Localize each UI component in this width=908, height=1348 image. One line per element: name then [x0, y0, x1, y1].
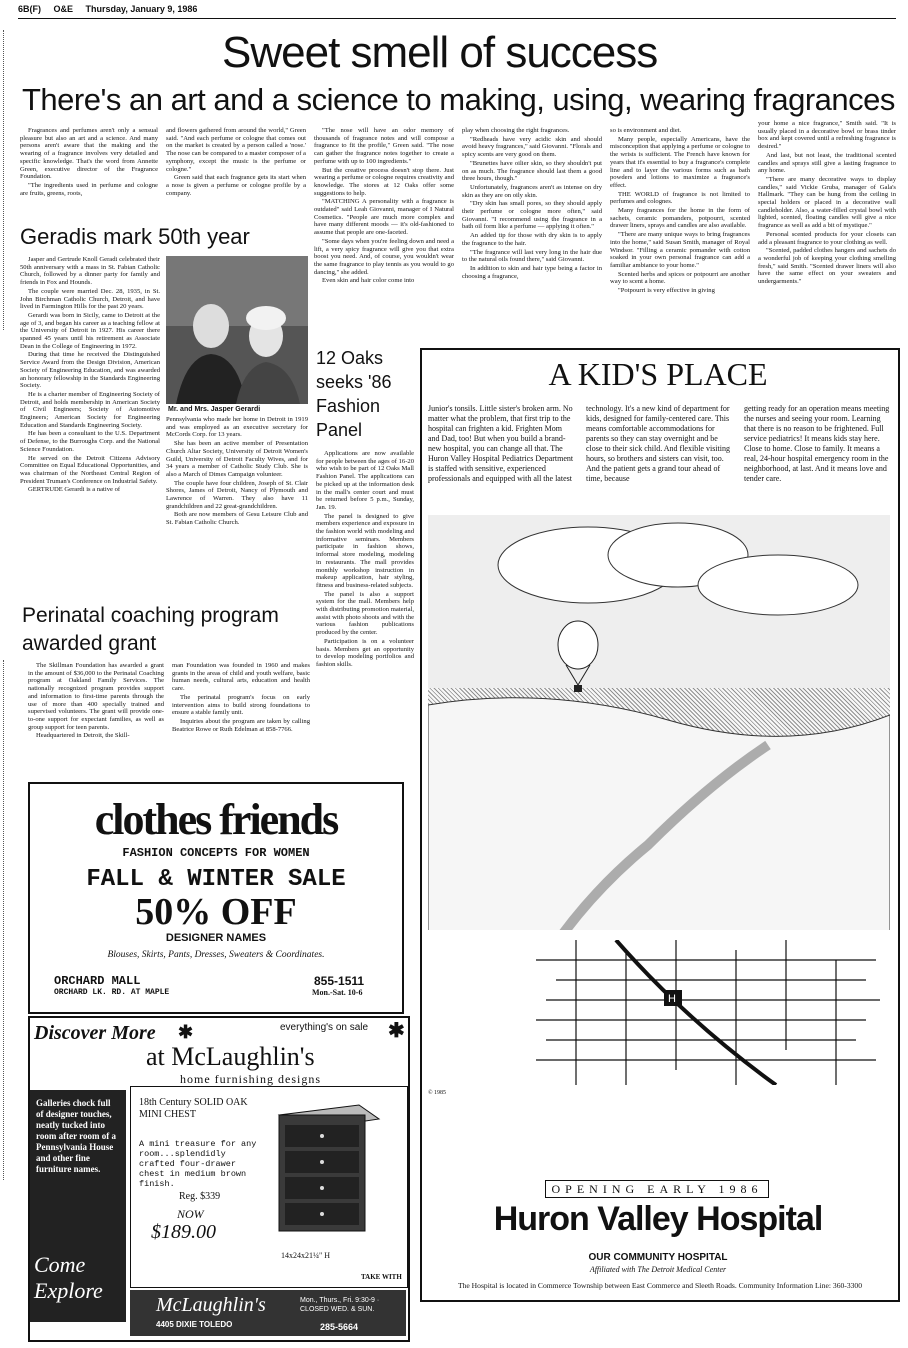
paragraph: "Scented, padded clothes hangers and sachets do a wonderful job of keeping your clothing smelling fresh," said Smith. "Scented drawer liners will also have the same effect on your sweaters and undergarments." — [758, 247, 896, 286]
photo-caption: Mr. and Mrs. Jasper Gerardi — [168, 406, 261, 413]
mall-name: ORCHARD MALL — [54, 974, 141, 988]
paragraph: Many people, especially Americans, have the misconception that applying a perfume or cologne to the wrists is sufficient. The French have known for years that it's essential to buy a fragrance's complete line and to layer the various forms such as bath powders and lotions to maximize a fragrance's effect. — [610, 135, 750, 189]
discover-more: Discover More — [34, 1022, 156, 1044]
paragraph: THE WORLD of fragrance is not limited to perfumes and colognes. — [610, 190, 750, 206]
paragraph: Personal scented products for your closets can add a pleasant fragrance to your clothing as well. — [758, 230, 896, 246]
paragraph: Unfortunately, fragrances aren't as intense on dry skin as they are on oily skin. — [462, 183, 602, 199]
paragraph: "There are many decorative ways to display candles," said Vickie Gruba, manager of Gala's Hallmark. "They can be hung from the ceiling in special holders or placed in a decorative wall candleholder. Also, a water-filled crystal bowl with lighted, scented, floating candles will give a nice fragrance as well as add a bit of mystique." — [758, 175, 896, 230]
paragraph: The panel is designed to give members experience and exposure in the fashion world with modeling and informative seminars. Members participate in fashion shows, informal store modeling, modeling in restaurants. The mall provides monthly workshop instruction in makeup application, hair styling, fitness and business-related subjects. — [316, 512, 414, 589]
svg-text:H: H — [668, 993, 676, 1005]
paragraph: Both are now members of Gesu Leisure Club and St. Fabian Catholic Church. — [166, 511, 308, 527]
paragraph: Applications are now available for people between the ages of 16-20 who wish to be part of 12 Oaks Mall Fashion Panel. The applications can be picked up at the information desk in the mall's center court and must be returned before 5 p.m., Sunday, Jan. 19. — [316, 450, 414, 511]
hospital-footer: The Hospital is located in Commerce Township between East Commerce and Sleeth Roads. Community Information Line: 360-3300 — [457, 1281, 863, 1290]
paragraph: Pennsylvania who made her home in Detroit in 1919 and was employed as an executive secretary for McCords Corp. for 13 years. — [166, 416, 308, 439]
product-title: 18th Century SOLID OAK MINI CHEST — [139, 1097, 248, 1120]
regular-price: Reg. $339 — [179, 1191, 221, 1202]
kids-col-3: getting ready for an operation means meeting the nurses and seeing your room. Learning that there is no reason to be frightened. Full service pediatrics! It means kids stay here. Close to home. Close to family. It means a real, 24-hour hospital emergency room in the neighborhood, at last. And it means love and tender care. — [744, 404, 890, 483]
geradi-col-1 — [20, 256, 160, 589]
photo-illustration — [166, 256, 308, 404]
footer-band — [130, 1290, 406, 1336]
asterisk-icon: ✱ — [388, 1020, 405, 1042]
take-with: TAKE WITH — [361, 1273, 402, 1281]
page-number: 6B(F) — [18, 4, 41, 14]
paragraph: Gerardi was born in Sicily, came to Detroit at the age of 3, and began his career as a teaching fellow at the University of Detroit in 1927. His career there spanned 45 years until his retirement as Associate Dean in the College of Engineering in 1972. — [20, 311, 160, 350]
footer-hours: Mon., Thurs., Fri. 9:30-9 · CLOSED WED. & SUN. — [300, 1297, 380, 1313]
paragraph: The couple were married Dec. 28, 1935, in St. John Birchman Catholic Church, Detroit, and have lived in Farmington Hills for the past 20 years. — [20, 287, 160, 311]
kids-headline: A KID'S PLACE — [548, 356, 768, 392]
mall-address: ORCHARD LK. RD. AT MAPLE — [54, 988, 170, 997]
paragraph: GERTRUDE Gerardi is a native of — [28, 486, 121, 494]
fragrance-col-1 — [20, 127, 158, 222]
perinatal-col-2 — [172, 662, 310, 770]
headline: Sweet smell of success — [222, 28, 658, 77]
phone: 855-1511 — [314, 974, 365, 988]
fragrance-col-6 — [758, 120, 896, 342]
subheadline: There's an art and a science to making, using, wearing fragrances — [22, 82, 895, 117]
geradi-col-2 — [166, 416, 308, 588]
items-list: Blouses, Skirts, Pants, Dresses, Sweaters & Coordinates. — [107, 950, 325, 960]
paragraph: "Potpourri is very effective in giving — [618, 287, 715, 295]
opening-banner: OPENING EARLY 1986 — [545, 1180, 769, 1198]
sale-price: $189.00 — [151, 1221, 216, 1243]
dimensions: 14x24x21¼" H — [281, 1251, 331, 1260]
paragraph: Many fragrances for the home in the form of sachets, ceramic pomanders, potpourri, scented drawer liners, sprays and candles are also available. — [610, 207, 750, 230]
brand-logo: clothes friends — [94, 795, 338, 844]
paragraph: play when choosing the right fragrances. — [462, 127, 570, 134]
fragrance-col-2 — [166, 127, 306, 222]
now-label: NOW — [177, 1207, 204, 1221]
store-name: at McLaughlin's — [146, 1042, 315, 1071]
come-explore: Come Explore — [34, 1252, 103, 1303]
paragraph: During that time he received the Distinguished Service Award from the Design Division, American Society of Engineering Education, and was awarded an honorary fellowship in the Standards Engineering Society. — [20, 351, 160, 390]
paragraph: But the creative process doesn't stop there. Just wearing a perfume or cologne requires creativity and knowledge. The stores at 12 Oaks offer some suggestions to help. — [314, 166, 454, 197]
twelve-oaks-col — [316, 450, 414, 765]
paragraph: "The ingredients used in perfume and cologne are fruits, greens, roots, — [20, 181, 158, 197]
clothes-friends-ad[interactable] — [28, 782, 404, 1014]
paragraph: "Redheads have very acidic skin and should avoid heavy fragrances," said Giovanni. "Florals and spicy scents are very good on them. — [462, 135, 602, 159]
hospital-name: Huron Valley Hospital — [493, 1200, 823, 1238]
mclaughlin-ad[interactable] — [28, 1016, 410, 1342]
store-subtitle: home furnishing designs — [180, 1072, 321, 1086]
affiliation: Affiliated with The Detroit Medical Center — [589, 1265, 727, 1274]
paragraph: Even skin and hair color come into — [322, 277, 415, 285]
paragraph: In addition to skin and hair type being a factor in choosing a fragrance, — [462, 264, 602, 280]
paragraph: "MATCHING A personality with a fragrance is outdated" said Leah Giovanni, manager of I Natural Cosmetics. "People are much more complex and have many different moods — it's old-fashioned to assume that people are one-faceted. — [314, 198, 454, 237]
copyright: © 1985 — [428, 1090, 447, 1096]
paragraph: Green said that each fragrance gets its start when a nose is given a perfume or cologne profile by a company. — [166, 174, 306, 197]
asterisk-icon: ✱ — [178, 1022, 194, 1042]
paragraph: And last, but not least, the traditional scented candles and sprays still give a lasting fragrance to any home. — [758, 151, 896, 175]
paragraph: He served on the Detroit Citizens Advisory Committee on Equal Educational Opportunities, and was chairman of the Northeast Central Region of President Truman's Conference on Industrial Safety. — [20, 454, 160, 485]
product-box — [130, 1086, 408, 1288]
paragraph: "Some days when you're feeling down and need a lift, a very spicy fragrance will give you that extra boost you need. And, of course, you wouldn't wear the same fragrance to play tennis as you would to go dancing," she added. — [314, 237, 454, 276]
footer-logo: McLaughlin's — [156, 1294, 266, 1316]
paper-name: O&E — [53, 4, 74, 14]
designer-names: DESIGNER NAMES — [165, 932, 267, 944]
perinatal-col-1 — [28, 662, 164, 770]
paragraph: your home a nice fragrance," Smith said. "It is usually placed in a decorative bowl or brass tinder box and kept covered until a refreshing fragrance is desired." — [758, 120, 896, 151]
paragraph: man Foundation was founded in 1960 and makes grants in the areas of child and youth welfare, basic human needs, cultural arts, education and health care. — [172, 662, 310, 693]
chest-illustration — [269, 1095, 387, 1245]
geradi-headline: Geradis mark 50th year — [20, 224, 250, 249]
kids-col-1: Junior's tonsils. Little sister's broken arm. No matter what the problem, that first trip to the hospital can frighten a kid. Frighten Mom and Dad, too! But when you build a brand-new hospital, you can change all that. The Huron Valley Hospital Pediatrics Department is staffed with sensitive, experienced professionals and equipped with all the latest — [428, 404, 574, 483]
paragraph: The perinatal program's focus on early intervention aims to build strong foundations to ensure a stable family unit. — [172, 693, 310, 717]
fragrance-col-5 — [610, 127, 750, 342]
paragraph: She has been an active member of Presentation Church Altar Society, University of Detroit Women's Guild, University of Detroit Faculty Wives, and for 34 years a member of Catholic Study Club. She is also a March of Dimes Campaign volunteer. — [166, 440, 308, 478]
paragraph: The Skillman Foundation has awarded a grant in the amount of $36,000 to the Perinatal Coaching program at Oakland Family Services. The nationally recognized program provides support and information to first-time parents through the use of more than 400 specially trained and supervised volunteers. The grant will provide one-to-one support for expectant families, as well as group support for teen parents. — [28, 662, 164, 731]
paragraph: The panel is also a support system for the mall. Members help with distributing promotion material, assist with photo shoots and with the various fashion publications produced by the center. — [316, 590, 414, 637]
side-panel — [30, 1090, 126, 1322]
perinatal-headline: Perinatal coaching program awarded grant — [22, 604, 279, 655]
paragraph: Jasper and Gertrude Knoll Geradi celebrated their 50th anniversary with a mass in St. Fabian Catholic Church, followed by a dinner party for family and friends in Fox and Hounds. — [20, 256, 160, 287]
twelve-oaks-headline: 12 Oaks seeks '86 Fashion Panel — [316, 348, 392, 440]
kids-col-2: technology. It's a new kind of department for kids, designed for family-centered care. This means comfortable accommodations for parents so they can stay overnight and be close to their sick child. And flexible visiting hours, so brothers and sisters can visit, too. And the patient gets a grand tour ahead of time, because — [586, 404, 730, 483]
footer-phone: 285-5664 — [320, 1322, 359, 1332]
paragraph: and flowers gathered from around the world," Green said. "And each perfume or cologne that comes out on the market is created by a person called a 'nose.' The nose can be compared to a master composer of a symphony, except the music is the perfume or cologne." — [166, 127, 306, 173]
community-hospital: OUR COMMUNITY HOSPITAL — [588, 1252, 728, 1263]
sale-text: everything's on sale — [280, 1022, 369, 1033]
masthead-rule — [18, 18, 896, 19]
paragraph: Fragrances and perfumes aren't only a sensual pleasure but also an art and a science. And many persons aren't aware that the making and the wearing of a fragrance involves very detailed and specific knowledge. That's the word from Annette Green, executive director of the Fragrance Foundation. — [20, 127, 158, 181]
margin-mark — [3, 660, 10, 1180]
masthead — [18, 4, 207, 14]
paragraph: "The fragrance will last very long in the hair due to the natural oils found there," said Giovanni. — [462, 248, 602, 264]
fragrance-col-4 — [462, 127, 602, 342]
discount: 50% OFF — [135, 891, 297, 933]
sale-title: FALL & WINTER SALE — [86, 866, 346, 893]
landscape-illustration — [428, 515, 890, 1090]
paragraph: Headquartered in Detroit, the Skill- — [36, 732, 130, 740]
paragraph: He is a charter member of Engineering Society of Detroit, and holds membership in American Society of Civil Engineers; Society of Automotive Engineers; American Society for Engineering Education and Standards Engineering Society. — [20, 390, 160, 429]
paragraph: He has been a consultant to the U.S. Department of Defense, to the Burroughs Corp. and the National Science Foundation. — [20, 430, 160, 453]
paragraph: Participation is on a volunteer basis. Members get an opportunity to develop modeling portfolios and fashion skills. — [316, 637, 414, 668]
fragrance-col-3 — [314, 127, 454, 342]
paragraph: Scented herbs and spices or potpourri are another way to scent a home. — [610, 270, 750, 286]
margin-mark — [3, 30, 10, 330]
issue-date: Thursday, January 9, 1986 — [85, 4, 198, 14]
hours: Mon.-Sat. 10-6 — [312, 988, 363, 997]
location-map — [536, 940, 880, 1085]
paragraph: "The nose will have an odor memory of thousands of fragrance notes and will compose a fragrance to fit the profile," Green said. "The nose can gather the fragrance notes together to create a perfume with up to 100 ingredients." — [314, 127, 454, 165]
paragraph: "There are many unique ways to bring fragrances into the home," said Susan Smith, manager of Royal Windsor. "Filling a ceramic pomander with cotton soaked in your own personal fragrance can add a familiar ambiance to your home." — [610, 231, 750, 269]
tagline: FASHION CONCEPTS FOR WOMEN — [122, 846, 310, 860]
footer-address: 4405 DIXIE TOLEDO — [156, 1320, 233, 1329]
paragraph: so is environment and diet. — [610, 127, 682, 134]
product-description: A mini treasure for any room...splendidly crafted four-drawer chest in medium brown finish. — [139, 1139, 257, 1189]
paragraph: An added tip for those with dry skin is to apply the fragrance to the hair. — [462, 232, 602, 247]
paragraph: Inquiries about the program are taken by calling Beatrice Rowe or Ruth Edelman at 858-7766. — [172, 717, 310, 733]
couple-photo — [166, 256, 308, 404]
side-copy: Galleries chock full of designer touches, neatly tucked into room after room of a Pennsylvania House and other fine furniture names. — [36, 1098, 116, 1174]
paragraph: The couple have four children, Joseph of St. Clair Shores, James of Detroit, Nancy of Plymouth and Lawrence of Warren. They also have 11 grandchildren and 22 great-grandchildren. — [166, 479, 308, 510]
paragraph: "Dry skin has small pores, so they should apply their perfume or cologne more often," said Giovanni. "I recommend using the fragrance in a bath oil form like a perfume — applying it often." — [462, 200, 602, 231]
paragraph: "Brunettes have oilier skin, so they shouldn't put on as much. The fragrance should last them a good three hours, though." — [462, 159, 602, 183]
